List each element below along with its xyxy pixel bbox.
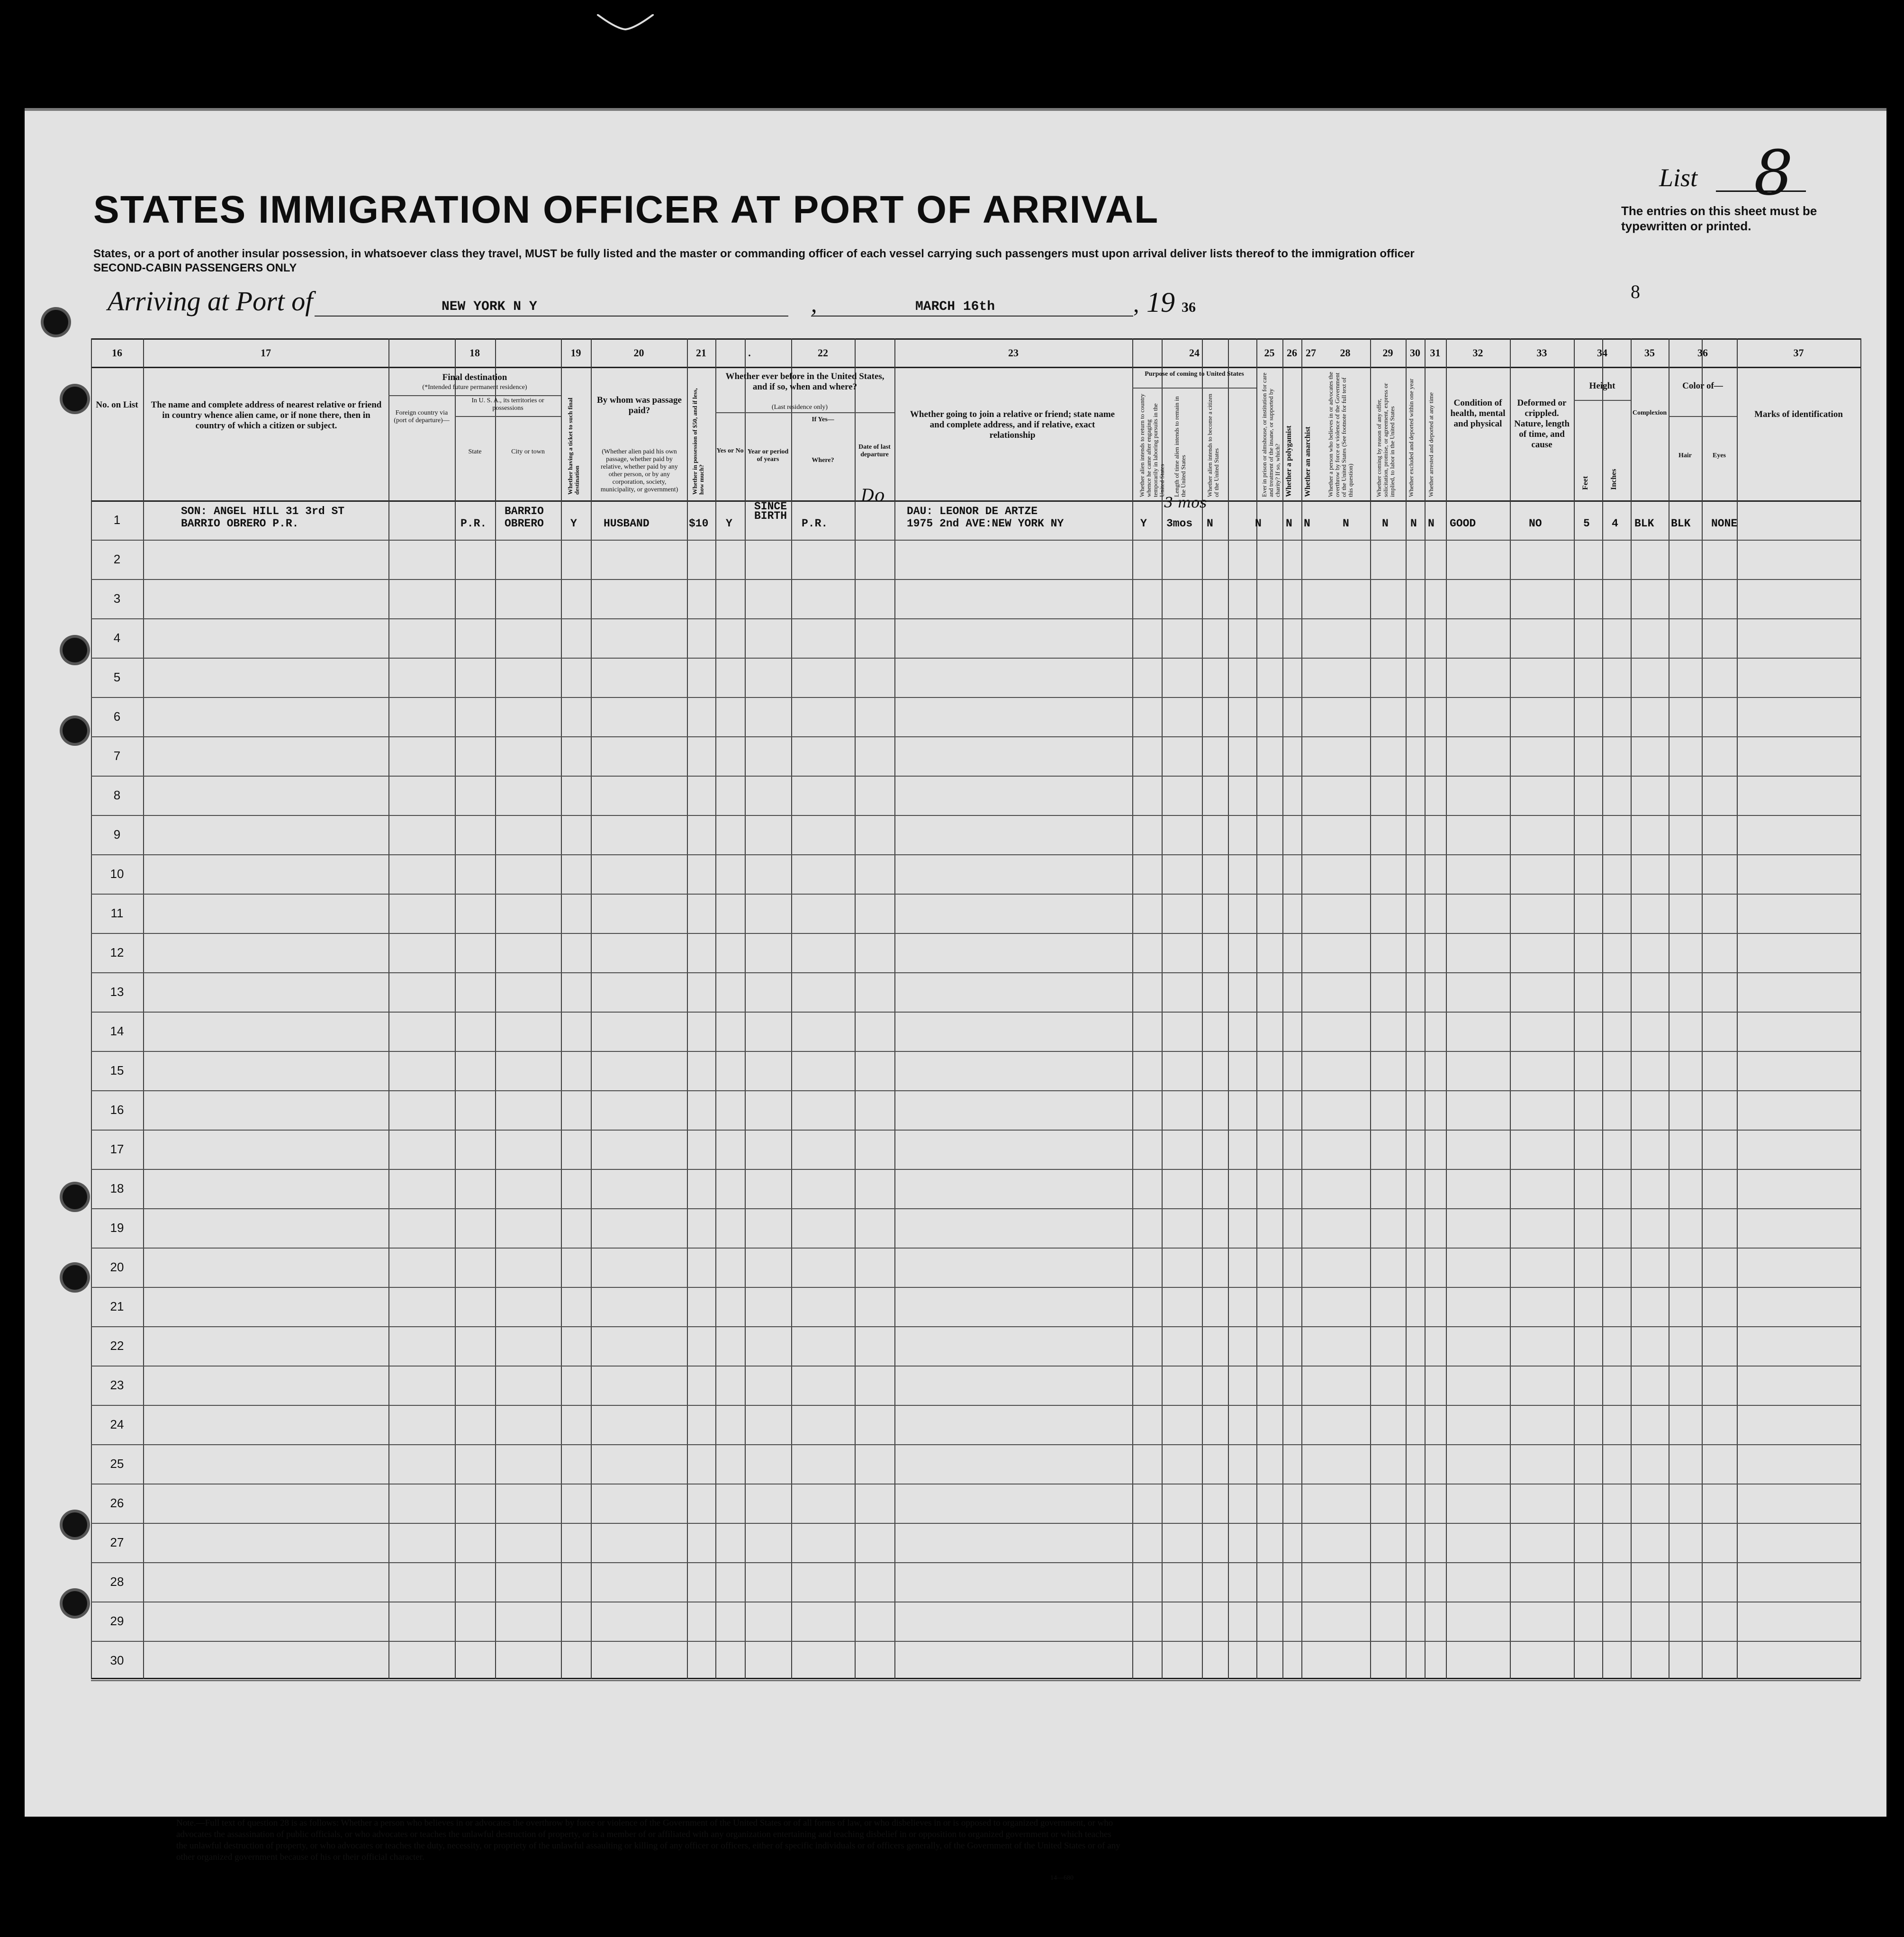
- cabin-class-label: SECOND-CABIN PASSENGERS ONLY: [93, 262, 297, 274]
- header-purpose-length: Length of time alien intends to remain in the United States: [1173, 396, 1187, 497]
- row-rule: [91, 1680, 1860, 1681]
- purpose-citizen-value: N: [1207, 517, 1213, 530]
- header-year-period: Year or period of years: [747, 448, 789, 463]
- arrested-value: N: [1428, 517, 1435, 530]
- footnote-text: Note.—Full text of question 28 is as follows: Whether a person who believes in or advocates the overthrow by force or violence of the Government of the United States or of all forms of law, or who disbelieves in or is opposed to organized government, or who advocates the assassination of public officials, or who advocates or teaches the unlawful destruction of property, or is a member of or affiliated with any organization entertaining and teaching disbelief in or opposition to organized government or which teaches the unlawful destruction of property, or who advocates or teaches the duty, necessity, or propriety of the unlawful assaulting or killing of any officer or officers, either of specific individuals or of officers generally, of the Government of the United States or of any other organized government because of his or their official character.: [176, 1818, 1120, 1862]
- column-number: 31: [1430, 347, 1441, 359]
- row-rule: [91, 658, 1860, 659]
- header-foreign-country: Foreign country via (port of departure)—: [394, 409, 450, 424]
- header-date-departure: Date of last departure: [858, 444, 891, 458]
- arrival-date: MARCH 16th: [915, 299, 995, 314]
- row-rule: [91, 1523, 1860, 1524]
- period-line1: SINCE: [754, 500, 787, 513]
- header-deformed: Deformed or crippled. Nature, length of time, and cause: [1514, 398, 1570, 450]
- deformed-value: NO: [1529, 517, 1542, 530]
- header-no-on-list: No. on List: [96, 400, 138, 410]
- purpose-length-handwritten: 3 mos: [1164, 495, 1207, 511]
- row-rule: [91, 1444, 1860, 1445]
- header-hair: Hair: [1678, 452, 1692, 459]
- header-inches: Inches: [1610, 469, 1618, 490]
- row-rule: [91, 1130, 1860, 1131]
- row-number: 21: [110, 1299, 124, 1313]
- entries-note: The entries on this sheet must be typewritten or printed.: [1621, 204, 1817, 233]
- row-number: 24: [110, 1417, 124, 1431]
- money-value: $10: [689, 517, 709, 530]
- header-purpose-return: Whether alien intends to return to country whence he came after engaging temporarily in laboring pursuits in the United States: [1138, 393, 1165, 497]
- header-final-destination: Final destination: [442, 372, 507, 382]
- row-rule: [91, 736, 1860, 737]
- column-number: 20: [633, 347, 644, 359]
- header-eyes: Eyes: [1713, 452, 1726, 459]
- row-number: 5: [113, 670, 121, 684]
- list-number: 8: [1754, 137, 1793, 209]
- header-anarchist: Whether an anarchist: [1304, 426, 1312, 497]
- row-rule: [91, 540, 1860, 541]
- column-number: 36: [1697, 347, 1708, 359]
- header-purpose-citizen: Whether alien intends to become a citizen of the United States: [1206, 393, 1220, 497]
- row-number: 7: [113, 749, 121, 763]
- feet-value: 5: [1583, 517, 1590, 530]
- header-marks: Marks of identification: [1754, 409, 1843, 419]
- header-state: State: [468, 448, 482, 455]
- manifest-sheet: STATES IMMIGRATION OFFICER AT PORT OF ARRIVAL States, or a port of another insular possession, in whatsoever class they travel, MUST be fully listed and the master or commanding officer of each vessel carrying such passengers must upon arrival deliver lists thereof to the immigration officer SECOND-CABIN PASSENGERS ONLY List 8 The entries on this sheet must be typewritten or printed. 8 Arriving at Port of NEW YORK N Y , MARCH 16th , 19 36 16 17 18 19 20 21 . 22 23 24 25 26 27 28 29 30 31 32 33 34 35 36 37 No. on List The name and complete address of nearest relative or friend in country whence alien came, or if none there, then in country of which a citizen or subject. Final destination (*Intended future permanent residence) Foreign country via (port of departure)— In U. S. A., its territories or possessions State City or town Whether having a ticket to such final destination By whom was passage paid? (Whether alien paid his own passage, whether paid by relative, whether paid by any other person, or by any corporation, society, municipality, or government) Whether in possession of $50, and if less, how much? Whether ever before in the United States, and if so, when and where? (Last residence only) Yes or No If Yes— Year or period of years Where? Date of last departure Whether going to join a relative or friend; state name and complete address, and if relative, exact relationship Purpose of coming to United States Whether alien intends to return to country whence he came after engaging temporarily in laboring pursuits in the United States Length of time alien intends to remain in the United States Whether alien intends to become a citizen of the United States Ever in prison or almshouse, or institution for care and treatment of the insane, or supported by charity? If so, which? Whether a polygamist Whether an anarchist Whether a person who believes in or advocates the overthrow by force or violence of the Government of the United States (See footnote for full text of this question) Whether coming by reason of any offer, solicitation, promise, or agreement, express or implied, to labor in the United States Whether excluded and deported within one year Whether arrested and deported at any time Condition of health, mental and physical Deformed or crippled. Nature, length of time, and cause Height Feet Inches Complexion Color of— Hair Eyes Marks of identification 1 2 3 4 5 6 7 8 9 10 11 12 13 14 15 16 17 18 19 20 21 22 23 24 25 26 27 28 29 30 SON: ANGEL HILL 31 3rd ST BARRIO OBRERO P.R. P.R. BARRIO OBRERO Y HUSBAND $10 Y SINCE BIRTH P.R. Do DAU: LEONOR DE ARTZE 1975 2nd AVE:NEW YORK NY Y 3 mos 3mos N N N N N N N N GOOD NO 5 4 BLK BLK NONE Note.—Full text of question 28 is as follows: Whether a person who believes in or advocates the overthrow by force or violence of the Government of the United States or of all forms of law, or who disbelieves in or is opposed to organized government, or who advocates the assassination of public officials, or who advocates or teaches the unlawful destruction of property, or is a member of or affiliated with any organization entertaining and teaching disbelief in or opposition to organized government or which teaches the unlawful destruction of property, or who advocates or teaches the duty, necessity, or propriety of the unlawful assaulting or killing of any officer or officers, either of specific individuals or of officers generally, of the Government of the United States or of any other organized government because of his or their official character. 14—680: [25, 108, 1886, 1817]
- row-rule: [91, 697, 1860, 698]
- row-rule: [91, 1012, 1860, 1013]
- header-polygamist: Whether a polygamist: [1285, 425, 1293, 497]
- row-rule: [91, 579, 1860, 580]
- header-city: City or town: [511, 448, 545, 455]
- row-number: 15: [110, 1063, 124, 1077]
- punch-hole: [63, 1591, 87, 1616]
- row-number: 20: [110, 1260, 124, 1274]
- header-deported: Whether excluded and deported within one year: [1408, 379, 1415, 497]
- header-purpose: Purpose of coming to United States: [1145, 371, 1244, 378]
- manifest-grid: [91, 338, 1860, 1679]
- column-number: 26: [1287, 347, 1297, 359]
- row-number: 6: [113, 709, 121, 724]
- column-number: 28: [1340, 347, 1351, 359]
- header-before-us-note: (Last residence only): [771, 404, 828, 411]
- port-underline: [315, 316, 788, 317]
- row-number: 25: [110, 1457, 124, 1471]
- row-number: 26: [110, 1496, 124, 1510]
- column-number: 25: [1264, 347, 1275, 359]
- deported-value: N: [1410, 517, 1417, 530]
- row-number: 29: [110, 1614, 124, 1628]
- row-rule: [91, 1169, 1860, 1170]
- row-number: 18: [110, 1181, 124, 1195]
- arriving-label: Arriving at Port of: [108, 286, 313, 317]
- row-number: 16: [110, 1103, 124, 1117]
- row-number: 2: [113, 552, 121, 566]
- header-passage-paid-note: (Whether alien paid his own passage, whether paid by relative, whether paid by any other person, or by any corporation, society, municipality, or government): [600, 448, 678, 493]
- passage-paid-value: HUSBAND: [604, 517, 650, 530]
- row-number: 19: [110, 1221, 124, 1235]
- column-number: 19: [570, 347, 581, 359]
- row-rule: [91, 972, 1860, 973]
- row-number: 11: [110, 906, 124, 920]
- header-relative: The name and complete address of nearest relative or friend in country whence alien came, or if none there, then in country of which a citizen or subject.: [151, 400, 382, 431]
- punch-hole: [63, 718, 87, 743]
- inches-value: 4: [1612, 517, 1618, 530]
- row-number: 30: [110, 1653, 124, 1667]
- instructions-text: States, or a port of another insular possession, in whatsoever class they travel, MUST be fully listed and the master or commanding officer of each vessel carrying such passengers must upon arrival deliver lists thereof to the immigration officer: [93, 247, 1415, 260]
- row-number: 9: [113, 827, 121, 842]
- period-line2: BIRTH: [754, 510, 787, 522]
- list-label: List: [1659, 163, 1698, 192]
- complexion-value: BLK: [1634, 517, 1654, 530]
- state-value: P.R.: [460, 517, 487, 530]
- row-rule: [91, 1562, 1860, 1563]
- top-corner-mark: [597, 14, 654, 36]
- header-final-destination-note: (*Intended future permanent residence): [422, 384, 527, 391]
- header-money: Whether in possession of $50, and if less, how much?: [691, 388, 705, 495]
- relative-line1: SON: ANGEL HILL 31 3rd ST: [181, 505, 345, 517]
- column-number: 33: [1536, 347, 1547, 359]
- row-number: 3: [113, 591, 121, 606]
- row-rule: [91, 854, 1860, 855]
- before-yes-no-value: Y: [726, 517, 732, 530]
- row-number: 17: [110, 1142, 124, 1156]
- header-height: Height: [1589, 381, 1615, 391]
- row-number: 27: [110, 1535, 124, 1549]
- year-prefix: 19: [1146, 287, 1175, 318]
- header-arrested: Whether arrested and deported at any time: [1427, 392, 1435, 497]
- row-number: 14: [110, 1024, 124, 1038]
- column-number: 17: [261, 347, 271, 359]
- where-value: P.R.: [802, 517, 828, 530]
- column-number: 18: [469, 347, 480, 359]
- port-value: NEW YORK N Y: [442, 299, 537, 314]
- column-number: 22: [818, 347, 828, 359]
- date-underline: [811, 316, 1133, 317]
- anarchist-value: N: [1304, 517, 1310, 530]
- row-rule: [91, 618, 1860, 619]
- row-number: 28: [110, 1575, 124, 1589]
- city-line1: BARRIO: [505, 505, 544, 517]
- row-number: 4: [113, 631, 121, 645]
- row-rule: [91, 815, 1860, 816]
- punch-hole: [44, 310, 68, 335]
- overthrow-value: N: [1343, 517, 1349, 530]
- row-rule: [91, 1287, 1860, 1288]
- joining-handwritten: Do: [861, 486, 885, 506]
- purpose-length-value: 3mos: [1166, 517, 1193, 530]
- polygamist-value: N: [1286, 517, 1292, 530]
- hair-value: BLK: [1671, 517, 1691, 530]
- row-rule: [91, 894, 1860, 895]
- page-title: STATES IMMIGRATION OFFICER AT PORT OF ARRIVAL: [93, 188, 1159, 231]
- row-number: 10: [110, 867, 124, 881]
- eyes-marks-value: NONE: [1711, 517, 1738, 530]
- column-number: 27: [1306, 347, 1316, 359]
- offer-value: N: [1382, 517, 1389, 530]
- header-feet: Feet: [1581, 476, 1589, 490]
- row-number: 1: [113, 513, 121, 527]
- ticket-value: Y: [570, 517, 577, 530]
- form-number: 14—680: [1050, 1874, 1074, 1882]
- header-prison: Ever in prison or almshouse, or institution for care and treatment of the insane, or supported by charity? If so, which?: [1261, 372, 1281, 497]
- header-joining: Whether going to join a relative or friend; state name and complete address, and if relative, exact relationship: [910, 409, 1115, 440]
- row-rule: [91, 1326, 1860, 1327]
- header-ticket: Whether having a ticket to such final destination: [567, 398, 580, 495]
- row-rule: [91, 1090, 1860, 1091]
- header-before-us: Whether ever before in the United States, and if so, when and where?: [725, 371, 884, 392]
- column-number: .: [748, 347, 751, 359]
- city-line2: OBRERO: [505, 517, 544, 530]
- row-rule: [91, 1366, 1860, 1367]
- row-rule: [91, 1208, 1860, 1209]
- row-rule: [91, 1641, 1860, 1642]
- punch-hole: [63, 638, 87, 662]
- row-number: 13: [110, 985, 124, 999]
- row-rule: [91, 776, 1860, 777]
- header-color-of: Color of—: [1682, 381, 1723, 391]
- column-number: 37: [1793, 347, 1804, 359]
- header-complexion: Complexion: [1632, 409, 1667, 416]
- column-number: 16: [112, 347, 122, 359]
- header-yes-no: Yes or No: [716, 447, 744, 454]
- punch-hole: [63, 1185, 87, 1209]
- row-rule: [91, 1248, 1860, 1249]
- column-number: 24: [1189, 347, 1200, 359]
- row-rule: [91, 1051, 1860, 1052]
- header-health: Condition of health, mental and physical: [1450, 398, 1506, 429]
- column-number: 32: [1472, 347, 1483, 359]
- row-number: 23: [110, 1378, 124, 1392]
- punch-hole: [63, 1265, 87, 1290]
- header-passage-paid: By whom was passage paid?: [597, 395, 682, 416]
- relative-line2: BARRIO OBRERO P.R.: [181, 517, 299, 530]
- sheet-number: 8: [1631, 281, 1640, 302]
- column-number: 23: [1008, 347, 1019, 359]
- row-rule: [91, 1405, 1860, 1406]
- column-number: 29: [1382, 347, 1393, 359]
- header-where: Where?: [812, 457, 834, 464]
- row-number: 22: [110, 1339, 124, 1353]
- row-rule: [91, 933, 1860, 934]
- row-number: 12: [110, 945, 124, 959]
- header-in-usa: In U. S. A., its territories or possessions: [471, 397, 544, 412]
- header-if-yes: If Yes—: [812, 416, 834, 423]
- column-number: 34: [1597, 347, 1607, 359]
- joining-line2: 1975 2nd AVE:NEW YORK NY: [907, 517, 1064, 530]
- prison-value: N: [1255, 517, 1262, 530]
- health-value: GOOD: [1450, 517, 1476, 530]
- column-number: 21: [696, 347, 706, 359]
- joining-line1: DAU: LEONOR DE ARTZE: [907, 505, 1038, 517]
- header-offer: Whether coming by reason of any offer, solicitation, promise, or agreement, express or implied, to labor in the United States: [1375, 383, 1396, 497]
- row-number: 8: [113, 788, 121, 802]
- column-number: 35: [1644, 347, 1655, 359]
- punch-hole: [63, 387, 87, 411]
- purpose-return-value: Y: [1140, 517, 1147, 530]
- header-overthrow: Whether a person who believes in or advocates the overthrow by force or violence of the Government of the United States (See footnote for full text of this question): [1327, 371, 1354, 497]
- column-number: 30: [1410, 347, 1420, 359]
- year-suffix: 36: [1182, 299, 1196, 315]
- punch-hole: [63, 1512, 87, 1537]
